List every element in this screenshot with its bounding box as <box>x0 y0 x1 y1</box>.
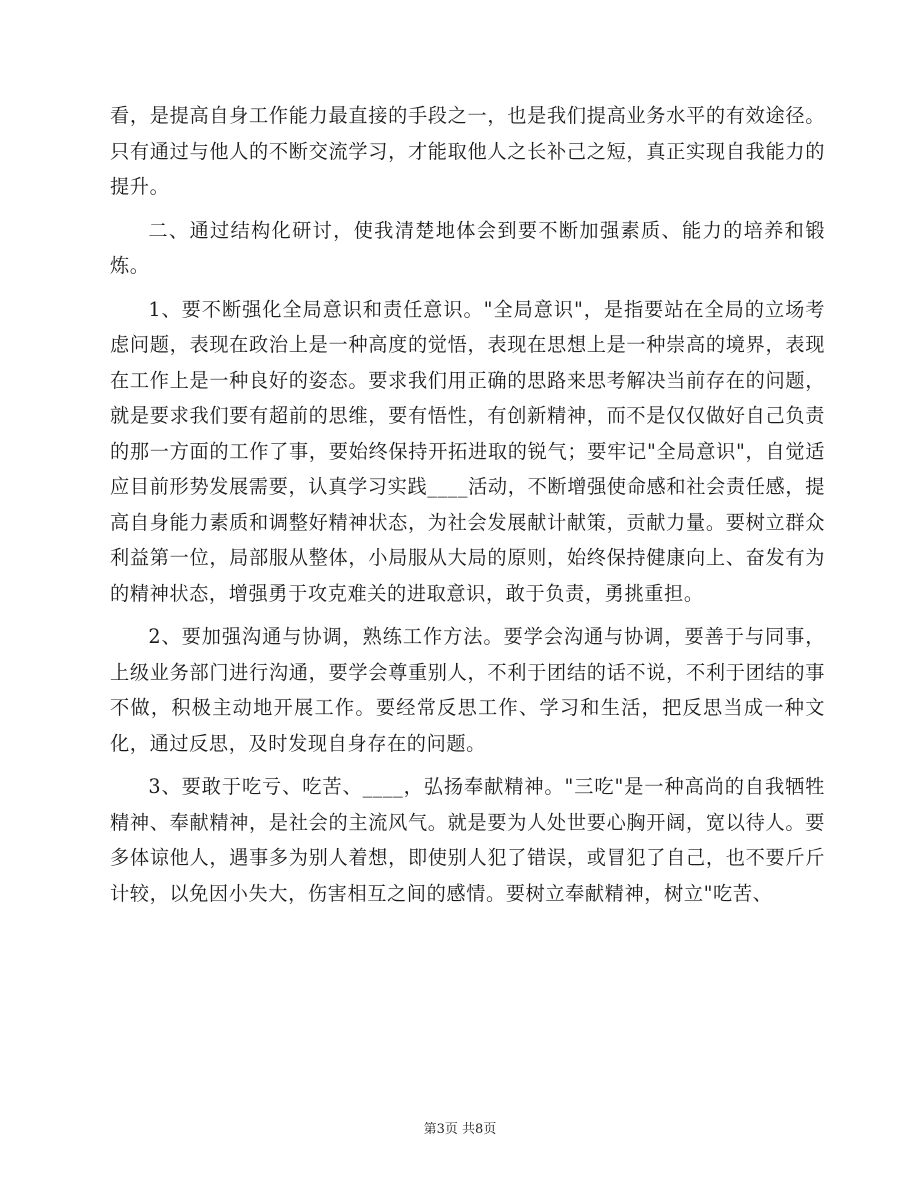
paragraph-point-1: 1、要不断强化全局意识和责任意识。"全局意识"，是指要站在全局的立场考虑问题，表现在政治上是一种高度的觉悟，表现在思想上是一种崇高的境界，表现在工作上是一种良好的姿态。要求我们用正确的思路来思考解决当前存在的问题，就是要求我们要有超前的思维，要有悟性，有创新精神，而不是仅仅做好自己负责的那一方面的工作了事，要始终保持开拓进取的锐气；要牢记"全局意识"，自觉适应目前形势发展需要，认真学习实践____活动，不断增强使命感和社会责任感，提高自身能力素质和调整好精神状态，为社会发展献计献策，贡献力量。要树立群众利益第一位，局部服从整体，小局服从大局的原则，始终保持健康向上、奋发有为的精神状态，增强勇于攻克难关的进取意识，敢于负责，勇挑重担。 <box>110 297 825 605</box>
paragraph-continuation: 看，是提高自身工作能力最直接的手段之一，也是我们提高业务水平的有效途径。只有通过与他人的不断交流学习，才能取他人之长补己之短，真正实现自我能力的提升。 <box>110 104 825 198</box>
document-body <box>110 98 825 911</box>
paragraph-point-2: 2、要加强沟通与协调，熟练工作方法。要学会沟通与协调，要善于与同事，上级业务部门进行沟通，要学会尊重别人，不利于团结的话不说，不利于团结的事不做，积极主动地开展工作。要经常反思工作、学习和生活，把反思当成一种文化，通过反思，及时发现自身存在的问题。 <box>110 625 825 755</box>
section-heading-two: 二、通过结构化研讨，使我清楚地体会到要不断加强素质、能力的培养和锻炼。 <box>110 218 825 277</box>
page-number-footer: 第3页 共8页 <box>423 1122 497 1137</box>
paragraph-point-3: 3、要敢于吃亏、吃苦、____，弘扬奉献精神。"三吃"是一种高尚的自我牺牲精神、奉献精神，是社会的主流风气。就是要为人处世要心胸开阔，宽以待人。要多体谅他人，遇事多为别人着想，即使别人犯了错误，或冒犯了自己，也不要斤斤计较，以免因小失大，伤害相互之间的感情。要树立奉献精神，树立"吃苦、 <box>110 775 825 905</box>
